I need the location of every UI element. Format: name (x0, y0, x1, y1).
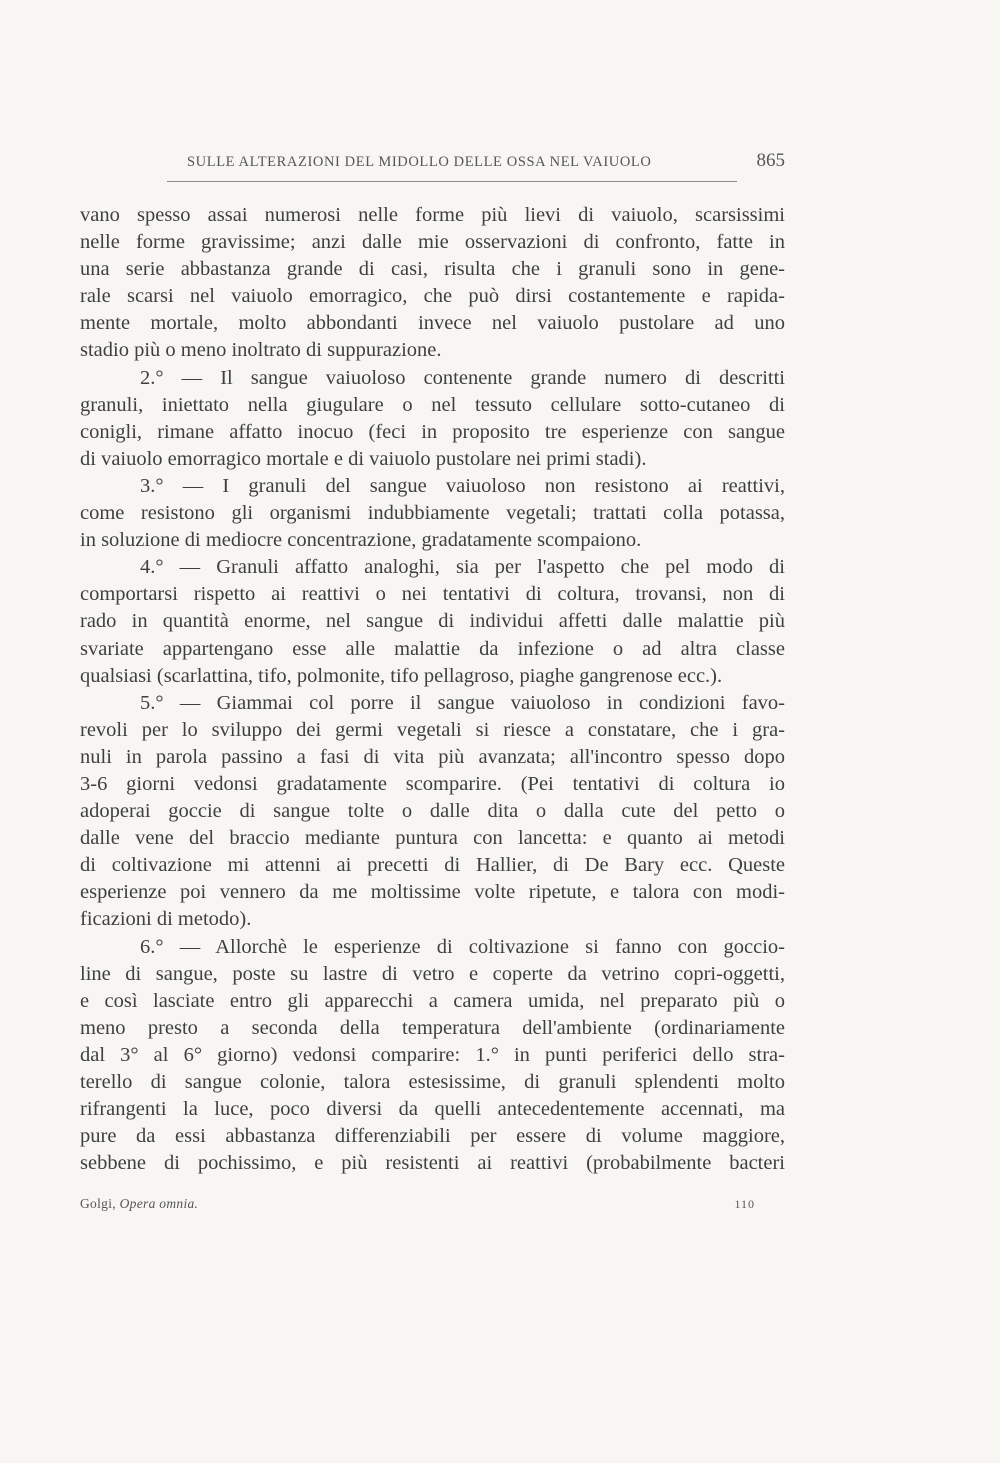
page-number: 865 (756, 150, 785, 171)
text-line: meno presto a seconda della temperatura dell'ambiente (ordinariamente (80, 1016, 785, 1039)
text-line: terello di sangue colonie, talora estesissime, di granuli splendenti molto (80, 1071, 785, 1093)
paragraph-2-start: 2.° — Il sangue vaiuoloso contenente grande numero di descritti (140, 366, 785, 389)
footer-citation (80, 1196, 198, 1212)
text-line: rifrangenti la luce, poco diversi da quelli antecedentemente accennati, ma (80, 1098, 785, 1121)
text-line: pure da essi abbastanza differenziabili per essere di volume maggiore, (80, 1125, 785, 1148)
text-line: qualsiasi (scarlattina, tifo, polmonite, tifo pellagroso, piaghe gangrenose ecc.). (80, 664, 723, 687)
paragraph-5-start: 5.° — Giammai col porre il sangue vaiuoloso in condizioni favo- (140, 691, 785, 714)
text-line: nelle forme gravissime; anzi dalle mie osservazioni di confronto, fatte in (80, 231, 785, 254)
text-line: svariate appartengano esse alle malattie da infezione o ad altra classe (80, 637, 785, 660)
text-line: di vaiuolo emorragico mortale e di vaiuolo pustolare nei primi stadi). (80, 447, 647, 470)
text-line: comportarsi rispetto ai reattivi o nei tentativi di coltura, trovansi, non di (80, 583, 785, 606)
text-line: rado in quantità enorme, nel sangue di individui affetti dalle malattie più (80, 610, 785, 633)
footer-work-title: Opera omnia. (119, 1196, 199, 1211)
text-line: vano spesso assai numerosi nelle forme più lievi di vaiuolo, scarsissimi (80, 204, 785, 226)
running-head (80, 150, 785, 180)
text-line: granuli, iniettato nella giugulare o nel tessuto cellulare sotto-cutaneo di (80, 393, 785, 416)
text-line: adoperai goccie di sangue tolte o dalle dita o dalla cute del petto o (80, 800, 785, 823)
text-line: nuli in parola passino a fasi di vita più avanzata; all'incontro spesso dopo (80, 745, 785, 768)
page-footer (80, 1196, 785, 1216)
text-line: dalle vene del braccio mediante puntura con lancetta: e quanto ai metodi (80, 827, 785, 850)
text-line: mente mortale, molto abbondanti invece nel vaiuolo pustolare ad uno (80, 312, 785, 335)
text-line: stadio più o meno inoltrato di suppurazione. (80, 339, 442, 362)
text-line: dal 3° al 6° giorno) vedonsi comparire: 1.° in punti periferici dello stra- (80, 1043, 785, 1066)
text-line: 3-6 giorni vedonsi gradatamente scomparire. (Pei tentativi di coltura io (80, 772, 785, 795)
paragraph-4-start: 4.° — Granuli affatto analoghi, sia per l'aspetto che pel modo di (140, 556, 785, 579)
body-text (80, 202, 785, 1177)
text-line: esperienze poi vennero da me moltissime volte ripetute, e talora con modi- (80, 881, 785, 904)
footer-author: Golgi, (80, 1196, 116, 1211)
header-rule (167, 181, 737, 182)
text-line: e così lasciate entro gli apparecchi a camera umida, nel preparato più o (80, 989, 785, 1012)
paragraph-3-start: 3.° — I granuli del sangue vaiuoloso non resistono ai reattivi, (140, 474, 785, 497)
text-line: rale scarsi nel vaiuolo emorragico, che può dirsi costantemente e rapida- (80, 285, 785, 308)
text-line: revoli per lo sviluppo dei germi vegetali si riesce a constatare, che i gra- (80, 718, 785, 741)
text-line: come resistono gli organismi indubbiamente vegetali; trattati colla potassa, (80, 502, 785, 525)
printer-signature: 110 (734, 1197, 755, 1211)
text-line: conigli, rimane affatto inocuo (feci in proposito tre esperienze con sangue (80, 420, 785, 443)
text-line: ficazioni di metodo). (80, 908, 252, 931)
text-line: in soluzione di mediocre concentrazione, gradatamente scompaiono. (80, 529, 642, 552)
text-line: una serie abbastanza grande di casi, risulta che i granuli sono in gene- (80, 258, 785, 281)
text-line: di coltivazione mi attenni ai precetti di Hallier, di De Bary ecc. Queste (80, 854, 785, 877)
text-line: line di sangue, poste su lastre di vetro e coperte da vetrino copri-oggetti, (80, 962, 785, 985)
running-title: SULLE ALTERAZIONI DEL MIDOLLO DELLE OSSA NEL VAIUOLO (187, 154, 652, 170)
text-line: sebbene di pochissimo, e più resistenti ai reattivi (probabilmente bacteri (80, 1152, 785, 1175)
paragraph-6-start: 6.° — Allorchè le esperienze di coltivazione si fanno con gocciо- (140, 935, 785, 958)
